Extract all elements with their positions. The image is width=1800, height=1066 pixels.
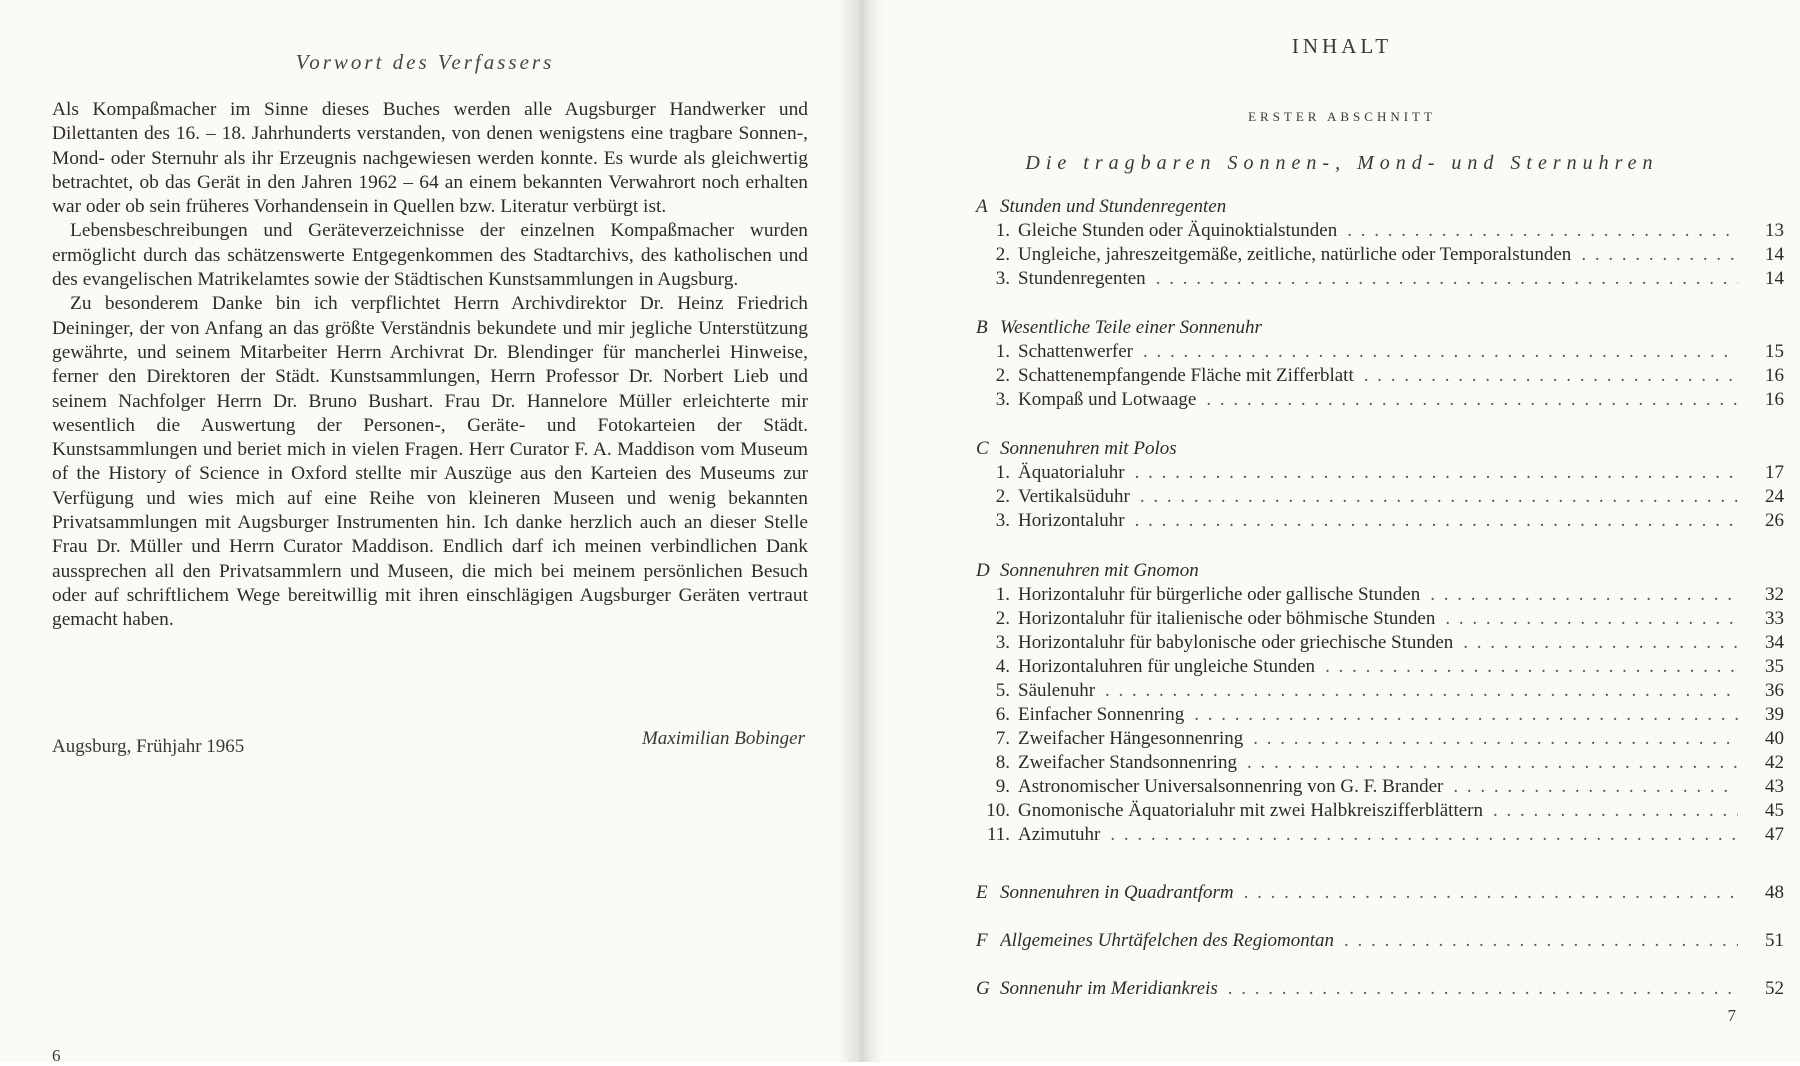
group-heading — [884, 196, 1800, 220]
entry-page: 15 — [1765, 341, 1784, 362]
dot-leader — [1493, 800, 1738, 822]
toc-group-f — [884, 930, 1800, 958]
toc-entry — [884, 462, 1800, 486]
entry-number: 3. — [995, 510, 1010, 531]
group-title: Sonnenuhr im Meridiankreis — [1000, 978, 1218, 999]
entry-title: Kompaß und Lotwaage — [1018, 389, 1197, 410]
dot-leader — [1135, 462, 1738, 484]
entry-page: 16 — [1765, 389, 1784, 410]
entry-title: Zweifacher Standsonnenring — [1018, 752, 1237, 773]
entry-title: Horizontaluhr — [1018, 510, 1125, 531]
toc-entry — [884, 704, 1800, 728]
entry-page: 13 — [1765, 220, 1784, 241]
entry-page: 43 — [1765, 776, 1784, 797]
entry-page: 14 — [1765, 244, 1784, 265]
group-heading — [884, 882, 1800, 910]
section-title: Die tragbaren Sonnen-, Mond- und Sternuhren — [1025, 152, 1659, 174]
dot-leader — [1194, 704, 1738, 726]
dot-leader — [1140, 486, 1738, 508]
group-letter: G — [976, 978, 990, 999]
group-title: Sonnenuhren mit Gnomon — [1000, 560, 1199, 581]
entry-page: 36 — [1765, 680, 1784, 701]
entry-number: 4. — [995, 656, 1010, 677]
toc-group-e — [884, 882, 1800, 910]
group-heading — [884, 438, 1800, 462]
entry-page: 47 — [1765, 824, 1784, 845]
dot-leader — [1463, 632, 1738, 654]
entry-number: 7. — [995, 728, 1010, 749]
entry-title: Horizontaluhr für babylonische oder griechische Stunden — [1018, 632, 1454, 653]
page-number-left: 6 — [52, 1046, 61, 1065]
dot-leader — [1325, 656, 1738, 678]
entry-title: Astronomischer Universalsonnenring von G. F. Brander — [1018, 776, 1444, 797]
group-title: Allgemeines Uhrtäfelchen des Regiomontan — [1000, 930, 1335, 951]
group-heading — [884, 317, 1800, 341]
entry-number: 3. — [995, 632, 1010, 653]
toc-entry — [884, 728, 1800, 752]
entry-page: 42 — [1765, 752, 1784, 773]
dot-leader — [1247, 752, 1738, 774]
foreword-paragraph: Zu besonderem Danke bin ich verpflichtet Herrn Archivdirektor Dr. Heinz Friedrich Deininger, der von Anfang an das größte Verständnis bekundete und mir jegliche Unterstützung gewährte, und seinem Mitarbeiter Herrn Archivrat Dr. Blendinger für mancherlei Hinweise, ferner den Direktoren der Städt. Kunstsammlungen, Herrn Professor Dr. Norbert Lieb und seinem Nachfolger Herrn Dr. Bruno Bushart. Frau Dr. Hannelore Müller erleichterte mir wesentlich die Auswertung der Personen-, Geräte- und Fotokarteien der Städt. Kunstsammlungen und beriet mich in vielen Fragen. Herr Curator F. A. Maddison vom Museum of the History of Science in Oxford stellte mir Auszüge aus den Karteien des Museums zur Verfügung und wies mich auf eine Reihe von kleineren Museen und wenig bekannten Privatsammlungen mit Augsburger Instrumenten hin. Ich danke herzlich auch an dieser Stelle Frau Dr. Müller und Herrn Curator Maddison. Endlich darf ich meinen verbindlichen Dank aussprechen all den Privatsammlern und Museen, die mich bei meinem persönlichen Besuch oder auf schriftlichem Wege bereitwillig mit ihren einschlägigen Augsburger Geräten vertraut gemacht haben. — [52, 293, 808, 631]
group-title: Wesentliche Teile einer Sonnenuhr — [1000, 317, 1262, 338]
toc-entry — [884, 608, 1800, 632]
toc-entry — [884, 632, 1800, 656]
entry-page: 26 — [1765, 510, 1784, 531]
entry-page: 48 — [1765, 882, 1784, 903]
book-gutter — [838, 0, 884, 1062]
entry-page: 33 — [1765, 608, 1784, 629]
toc-entry — [884, 824, 1800, 848]
foreword-paragraph: Lebensbeschreibungen und Geräteverzeichnisse der einzelnen Kompaßmacher wurden ermöglicht durch das schätzenswerte Entgegenkommen des Stadtarchivs, des katholischen und des evangelischen Matrikelamtes sowie der Städtischen Kunstsammlungen in Augsburg. — [52, 220, 808, 291]
place-date: Augsburg, Frühjahr 1965 — [52, 736, 245, 757]
group-letter: D — [976, 560, 990, 581]
toc-entry — [884, 752, 1800, 776]
dot-leader — [1244, 882, 1738, 904]
right-page — [884, 0, 1800, 1062]
toc-group-d — [884, 560, 1800, 848]
foreword-body — [52, 98, 808, 633]
entry-page: 24 — [1765, 486, 1784, 507]
dot-leader — [1143, 341, 1738, 363]
dot-leader — [1364, 365, 1738, 387]
entry-title: Schattenwerfer — [1018, 341, 1133, 362]
dot-leader — [1445, 608, 1738, 630]
toc-entry — [884, 656, 1800, 680]
group-heading — [884, 560, 1800, 584]
toc-entry — [884, 680, 1800, 704]
entry-page: 45 — [1765, 800, 1784, 821]
entry-title: Vertikalsüduhr — [1018, 486, 1130, 507]
toc-entry — [884, 220, 1800, 244]
entry-title: Stundenregenten — [1018, 268, 1146, 289]
dot-leader — [1344, 930, 1738, 952]
entry-title: Gnomonische Äquatorialuhr mit zwei Halbkreiszifferblättern — [1018, 800, 1483, 821]
entry-title: Einfacher Sonnenring — [1018, 704, 1185, 725]
group-letter: F — [976, 930, 988, 951]
dot-leader — [1347, 220, 1738, 242]
entry-number: 2. — [995, 365, 1010, 386]
dot-leader — [1206, 389, 1738, 411]
toc-entry — [884, 776, 1800, 800]
entry-number: 5. — [995, 680, 1010, 701]
group-heading — [884, 978, 1800, 1006]
foreword-paragraph: Als Kompaßmacher im Sinne dieses Buches werden alle Augsburger Handwerker und Dilettanten des 16. – 18. Jahrhunderts verstanden, von denen wenigstens eine tragbare Sonnen-, Mond- oder Sternuhr als ihr Erzeugnis nachgewiesen werden konnte. Es wurde als gleichwertig betrachtet, ob das Gerät in den Jahren 1962 – 64 an einem bekannten Verwahrort noch erhalten war oder ob sein früheres Vorhandensein in Quellen bzw. Literatur verbürgt ist. — [52, 99, 808, 218]
entry-number: 9. — [995, 776, 1010, 797]
author-signature: Maximilian Bobinger — [641, 728, 805, 749]
section-label: ERSTER ABSCHNITT — [1248, 109, 1436, 124]
toc-entry — [884, 341, 1800, 365]
entry-page: 51 — [1765, 930, 1784, 951]
toc-entry — [884, 800, 1800, 824]
contents-title: INHALT — [1291, 34, 1393, 58]
entry-number: 3. — [995, 389, 1010, 410]
entry-number: 11. — [986, 824, 1010, 845]
toc-entry — [884, 584, 1800, 608]
dot-leader — [1253, 728, 1738, 750]
dot-leader — [1453, 776, 1738, 798]
dot-leader — [1105, 680, 1738, 702]
entry-number: 2. — [995, 608, 1010, 629]
entry-title: Horizontaluhr für bürgerliche oder gallische Stunden — [1018, 584, 1421, 605]
entry-title: Azimutuhr — [1018, 824, 1101, 845]
dot-leader — [1430, 584, 1738, 606]
entry-page: 40 — [1765, 728, 1784, 749]
entry-title: Ungleiche, jahreszeitgemäße, zeitliche, natürliche oder Temporalstunden — [1018, 244, 1572, 265]
entry-title: Zweifacher Hängesonnenring — [1018, 728, 1244, 749]
toc-entry — [884, 268, 1800, 292]
toc-entry — [884, 486, 1800, 510]
toc-group-c — [884, 438, 1800, 534]
entry-page: 14 — [1765, 268, 1784, 289]
dot-leader — [1581, 244, 1738, 266]
toc-entry — [884, 365, 1800, 389]
entry-number: 8. — [995, 752, 1010, 773]
entry-title: Schattenempfangende Fläche mit Zifferblatt — [1018, 365, 1354, 386]
group-letter: A — [976, 196, 988, 217]
toc-group-a — [884, 196, 1800, 292]
entry-number: 2. — [995, 486, 1010, 507]
foreword-title: Vorwort des Verfassers — [295, 50, 555, 74]
entry-page: 39 — [1765, 704, 1784, 725]
group-letter: B — [976, 317, 988, 338]
entry-page: 17 — [1765, 462, 1784, 483]
group-heading — [884, 930, 1800, 958]
group-letter: C — [976, 438, 989, 459]
entry-page: 52 — [1765, 978, 1784, 999]
entry-page: 35 — [1765, 656, 1784, 677]
entry-page: 32 — [1765, 584, 1784, 605]
dot-leader — [1135, 510, 1738, 532]
entry-title: Säulenuhr — [1018, 680, 1096, 701]
group-title: Sonnenuhren mit Polos — [1000, 438, 1177, 459]
entry-number: 3. — [995, 268, 1010, 289]
page-number-right: 7 — [1727, 1006, 1736, 1025]
entry-number: 1. — [995, 220, 1010, 241]
group-letter: E — [976, 882, 988, 903]
entry-page: 16 — [1765, 365, 1784, 386]
entry-number: 1. — [995, 462, 1010, 483]
entry-number: 1. — [995, 584, 1010, 605]
entry-number: 1. — [995, 341, 1010, 362]
toc-entry — [884, 510, 1800, 534]
toc-entry — [884, 244, 1800, 268]
left-page — [0, 0, 850, 1065]
group-title: Sonnenuhren in Quadrantform — [1000, 882, 1234, 903]
toc-group-b — [884, 317, 1800, 413]
entry-title: Horizontaluhr für italienische oder böhmische Stunden — [1018, 608, 1436, 629]
dot-leader — [1228, 978, 1738, 1000]
entry-number: 6. — [995, 704, 1010, 725]
entry-number: 2. — [995, 244, 1010, 265]
entry-title: Gleiche Stunden oder Äquinoktialstunden — [1018, 220, 1338, 241]
entry-title: Horizontaluhren für ungleiche Stunden — [1018, 656, 1316, 677]
toc-entry — [884, 389, 1800, 413]
entry-page: 34 — [1765, 632, 1784, 653]
entry-number: 10. — [986, 800, 1010, 821]
dot-leader — [1110, 824, 1738, 846]
dot-leader — [1156, 268, 1738, 290]
entry-title: Äquatorialuhr — [1018, 462, 1125, 483]
toc-group-g — [884, 978, 1800, 1006]
group-title: Stunden und Stundenregenten — [1000, 196, 1227, 217]
